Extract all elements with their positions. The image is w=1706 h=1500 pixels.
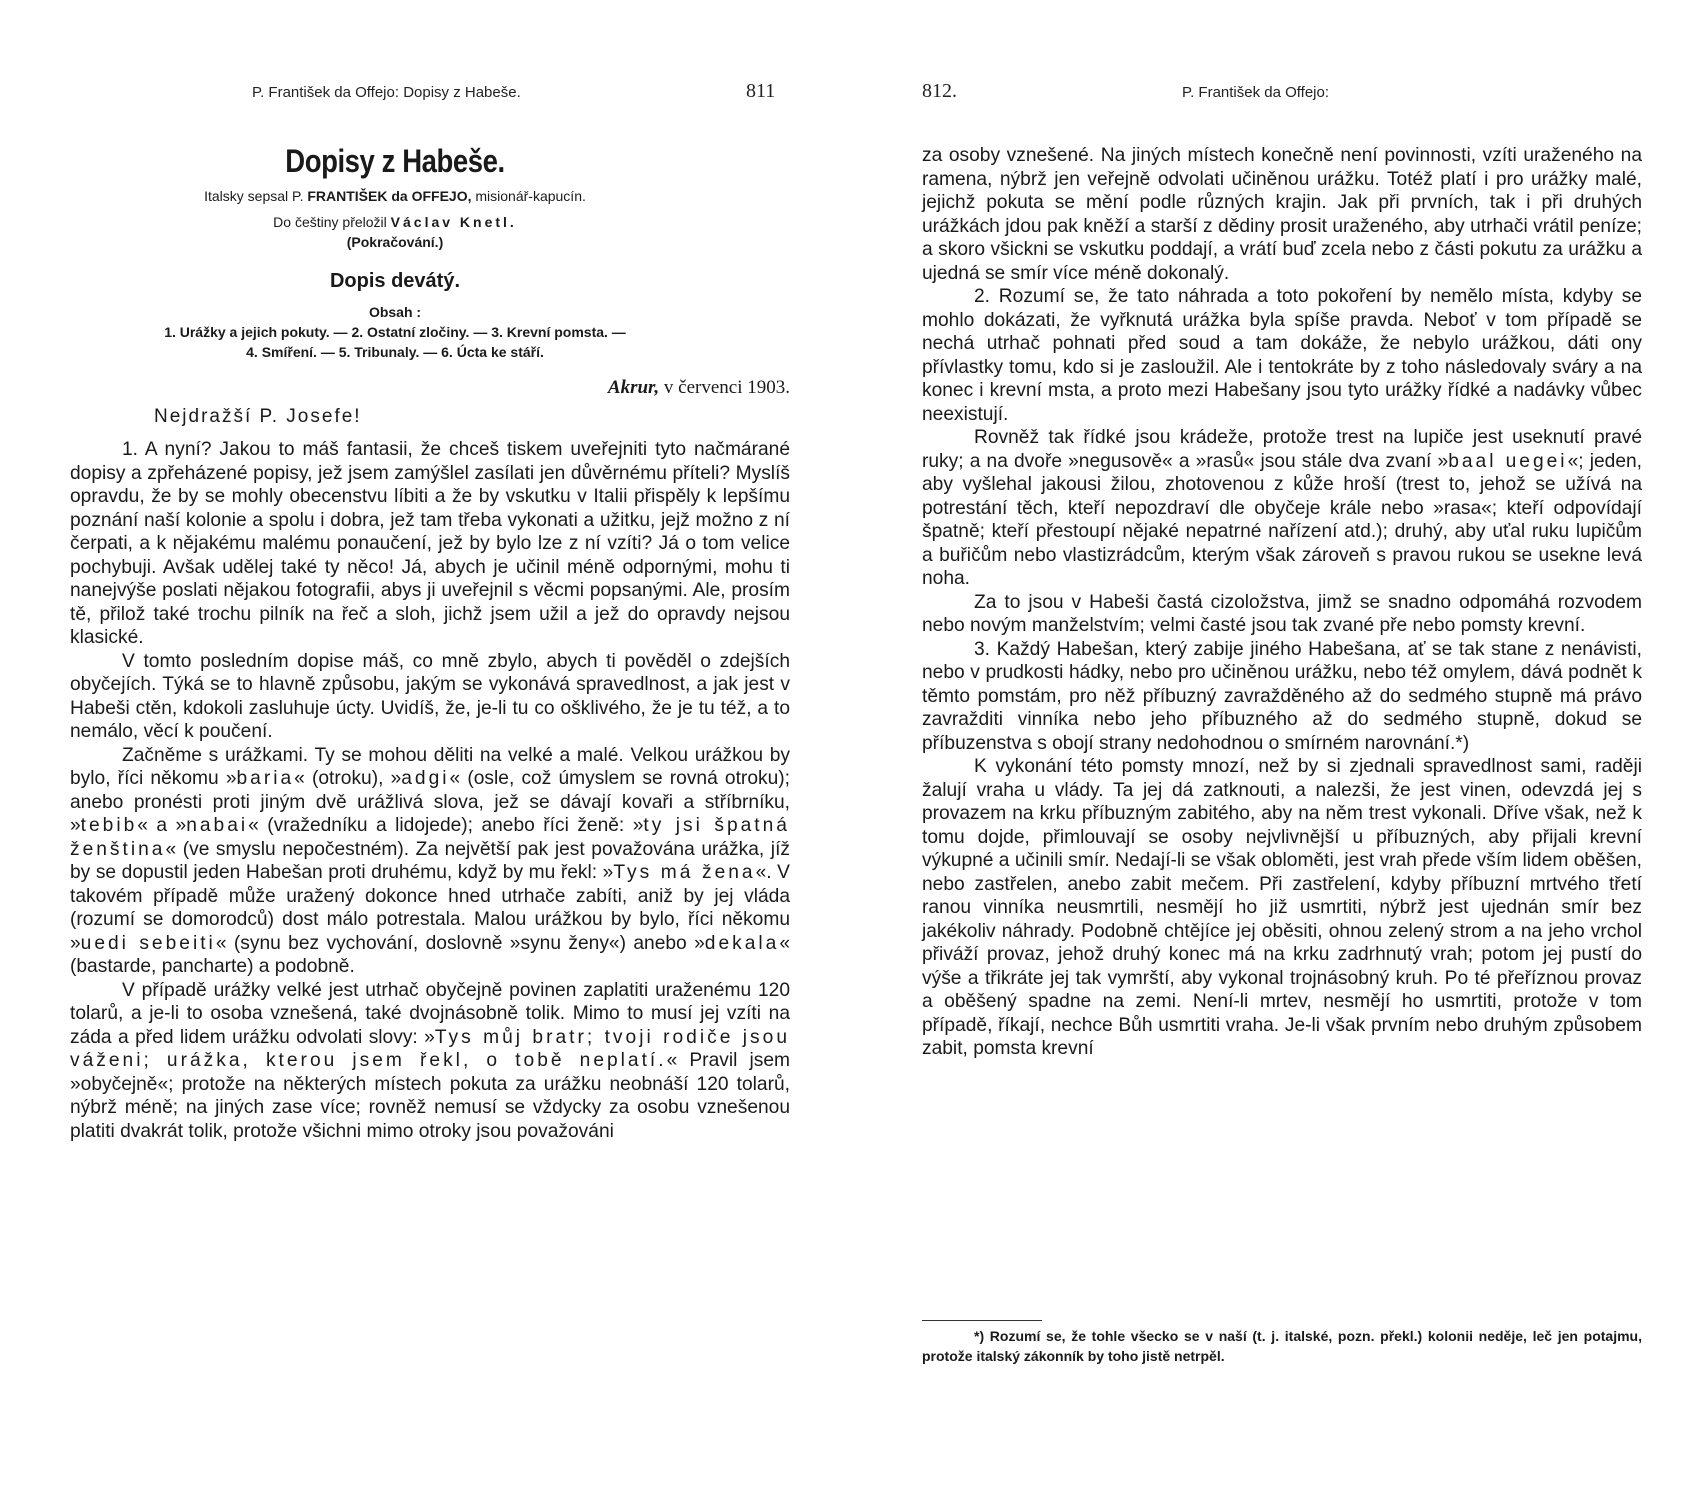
paragraph: 2. Rozumí se, že tato náhrada a toto pokoření by nemělo místa, kdyby se mohlo dokázati, že vyřknutá urážka byla spíše pravda. Neboť v tom případě se nechá utrhač pohnati před soud a tam dokáže, že nebylo urážkou, dáti ony přívlastky tomu, kdo si je zasloužil. Ale i tentokráte by z toho následovaly sváry a na konec i krevní msta, a proto mezi Habešany jsou tyto urážky řídké a nadávky vůbec neexistují. [922,286,1642,425]
contents-line-1: 1. Urážky a jejich pokuty. — 2. Ostatní zločiny. — 3. Krevní pomsta. — [164,324,626,340]
paragraph: za osoby vznešené. Na jiných místech konečně není povinnosti, vzíti uraženého na ramena, nýbrž jen veřejně odvolati učiněnou urážku. Totéž platí i pro urážky malé, jejichž pokuta se mění podle různých krajin. Jak při prvních, tak i při druhých urážkách jdou pak kněží a starší z dědiny prosit uraženého, aby utrhači vrátil peníze; a skoro všickni se vskutku poddají, a vrátí buď zcela nebo z části pokutu za urážku a ujedná se smír více méně dokonalý. [922,145,1642,284]
dateline-date: v červenci 1903. [663,377,790,398]
text-run: « (bastarde, pancharte) a podobně. [70,932,790,977]
contents-label: Obsah : [368,304,422,320]
term: uedi sebeiti [80,932,216,954]
paragraph: 1. A nyní? Jakou to máš fantasii, že chceš tiskem uveřejniti tyto načmárané dopisy a zpřeházené popisy, jež jsem zamýšlel zasílati jen důvěrnému příteli? Myslíš opravdu, že by se mohly obecenstvu líbiti a že by vskutku v Italii přispěly k lepšímu poznání naší kolonie a spolu i dobra, jež tam třeba vykonati a užitku, jejž možno z ní čerpati, a k nějakému malému ponaučení, jež by bylo lze z ní vzíti? Já o tom velice pochybuji. Avšak udělej také ty něco! Já, abych je učinil méně odpornými, mohu ti nanejvýše poslati nějakou fotografii, abys ji uveřejnil s věcmi popsanými. Ale, prosím tě, přilož také trochu pilník na řeč a sloh, jichž jsem užil a jež do opravdy nejsou klasické. [70,439,790,648]
text-run: « Pravil jsem »obyčejně«; protože na některých místech pokuta za urážku neobnáší 120 tolarů, nýbrž méně; na jiných zase více; rovněž nemusí se vždycky za osobu vznešenou platiti dvakrát tolik, protože všichni mimo otroky jsou považováni [70,1050,790,1142]
text-run: «; jeden, aby vyšlehal jakousi žilou, zhotovenou z kůže hroší (trest to, jehož se užívá na potrestání těch, kteří nepozdraví dle obyčeje krále nebo »rasa«; kteří odpovídají špatně; kteří přestoupí nějaké nepatrné nařízení atd.); druhý, aby uťal ruku lupičům a buřičům nebo vlastizrádcům, kterým však zároveň s pravou rukou se usekne levá noha. [922,450,1642,589]
paragraph: K vykonání této pomsty mnozí, než by si zjednali spravedlnost sami, raději žalují vraha u vlády. Ta jej dá zatknouti, a nalezši, že jest vinen, odevzdá jej s provazem na krku příbuzným zabitého, aby na něm trest vykonali. Dříve však, než k tomu dojde, přimlouvají se osoby nejvlivnější u příbuzných, aby přijali krevní výkupné a učinili smír. Nedají-li se však obloměti, jest vrah přede vším lidem oběšen, nebo zastřelen, anebo zabit mečem. Při zastřelení, kdyby příbuzní mrtvého třetí ranou vinníka neusmrtili, nesmějí ho již usmrtiti, nýbrž jest ujednán smír bez jakékoliv náhrady. Podobně chtějíce jej oběsiti, ohnou zelený strom a na jeho vrchol přiváží provaz, jehož druhý konec má na krku zadrhnutý vrah; potom jej pustí do výše a třikráte jej tak vymrští, aby vykonal trojnásobný kruh. Po té přeříznou provaz a oběšený spadne na zemi. Není-li mrtev, nesmějí ho usmrtiti, protože v tom případě, říkají, nechce Bůh usmrtiti vraha. Je-li však prvním nebo druhým způsobem zabit, pomsta krevní [922,756,1642,1059]
term: baal uegei [1448,450,1568,472]
running-head-title: P. František da Offejo: Dopisy z Habeše. [252,84,521,101]
text-run: « (ve smyslu nepočestném). Za největší pak jest považována urážka, jíž by se dopustil jeden Habešan proti druhému, když by mu řekl: » [70,838,790,883]
contents-line-2: 4. Smíření. — 5. Tribunaly. — 6. Úcta ke stáří. [246,344,544,360]
text-run: « (synu bez vychování, doslovně »synu ženy«) anebo » [215,932,705,954]
right-body-text [922,144,1642,1061]
byline-author: FRANTIŠEK da OFFEJO, [307,188,472,204]
paragraph: V tomto posledním dopise máš, co mně zbylo, abych ti pověděl o zdejších obyčejích. Týká se to hlavně způsobu, jakým se vykonává spravedlnost, a jak jest v Habeši ctěn, kdokoli zasluhuje úcty. Uvidíš, že, je-li tu co ošklivého, že je tu též, a to nemálo, věcí k poučení. [70,650,790,742]
text-run: « (vražedníku a lidojede); anebo říci ženě: » [248,815,644,836]
salutation: Nejdražší P. Josefe! [154,406,362,427]
byline-suffix: misionář-kapucín. [475,188,586,204]
translator-prefix: Do češtiny přeložil [273,214,387,230]
term: tebib [80,815,138,836]
paragraph: 3. Každý Habešan, který zabije jiného Habešana, ať se tak stane z nenávisti, nebo v prudkosti hádky, nebo pro učiněnou urážku, nebo též omylem, dává podnět k těmto pomstám, pro něž příbuzný zavražděného až do sedmého stupně má právo zavražditi vinníka nebo jeho příbuzného až do sedmého stupně, dokud se příbuzenstva s obojí strany nedohodnou o smírném narovnání.*) [922,638,1642,754]
right-page [922,0,1642,1500]
running-head-title: P. František da Offejo: [1182,84,1330,101]
text-run: « a » [137,815,187,836]
quote: Tys můj bratr; tvoji rodiče jsou váženi; urážka, kterou jsem řekl, o tobě neplatí. [70,1026,790,1071]
paragraph [922,426,1642,591]
paragraph [70,744,790,979]
text-run: Rovněž tak řídké jsou krádeže, protože trest na lupiče jest useknutí pravé ruky; a na dvoře »negusově« a »rasů« jsou stále dva zvaní » [922,427,1642,472]
term: adgi [401,768,450,789]
text-run: «. V takovém případě může uražený dokonce hned utrhače zabíti, aniž by jej vláda (rozumí se domorodců) dost málo potrestala. Malou urážkou by bylo, říci někomu » [70,862,790,954]
paragraph: Za to jsou v Habeši častá cizoložstva, jimž se snadno odpomáhá rozvodem nebo novým manželstvím; velmi časté jsou tak zvané pře nebo pomsty krevní. [922,591,1642,636]
term: Tys má žena [613,862,756,883]
dateline [70,376,790,400]
left-body-text [70,438,790,1143]
page-number: 811 [746,80,776,102]
left-page [70,0,790,1500]
title-block [0,140,790,362]
paragraph [70,979,790,1144]
footnote: *) Rozumí se, že tohle všecko se v naší (t. j. italské, pozn. překl.) kolonii neděje, leč jen potajmu, protože italský zákonník by toho jistě netrpěl. [922,1328,1642,1364]
byline-prefix: Italsky sepsal P. [204,188,304,204]
text-run: V případě urážky velké jest utrhač obyčejně povinen zaplatiti uraženému 120 tolarů, a je-li to osoba vznešená, také dvojnásobně tolik. Mimo to musí jej vzíti na záda a před lidem urážku odvolati slovy: » [70,979,790,1048]
footnote-rule [922,1320,1042,1321]
term: dekala [704,932,780,954]
byline [0,186,790,206]
dateline-place: Akrur, [607,377,660,398]
translator-line [0,212,790,232]
text-run: « (otroku), » [294,768,402,789]
right-page-content [922,144,1642,1061]
left-page-content [70,140,790,1143]
term: ty jsi špatná ženština [70,815,790,860]
article-title: Dopisy z Habeše. [285,143,505,179]
continuation-note: (Pokračování.) [346,234,444,250]
text-run: « (osle, což úmyslem se rovná otroku); anebo pronésti proti jiným dvě urážlivá slova, jež se dávají kovaři a stříbrníku, » [70,768,790,836]
page-number: 812. [922,80,957,102]
term: baria [236,768,295,789]
translator-name: Václav Knetl. [390,214,517,230]
text-run: Začněme s urážkami. Ty se mohou děliti na velké a malé. Velkou urážkou by bylo, říci někomu » [70,744,790,789]
letter-title: Dopis devátý. [329,270,461,292]
term: nabai [186,815,249,836]
